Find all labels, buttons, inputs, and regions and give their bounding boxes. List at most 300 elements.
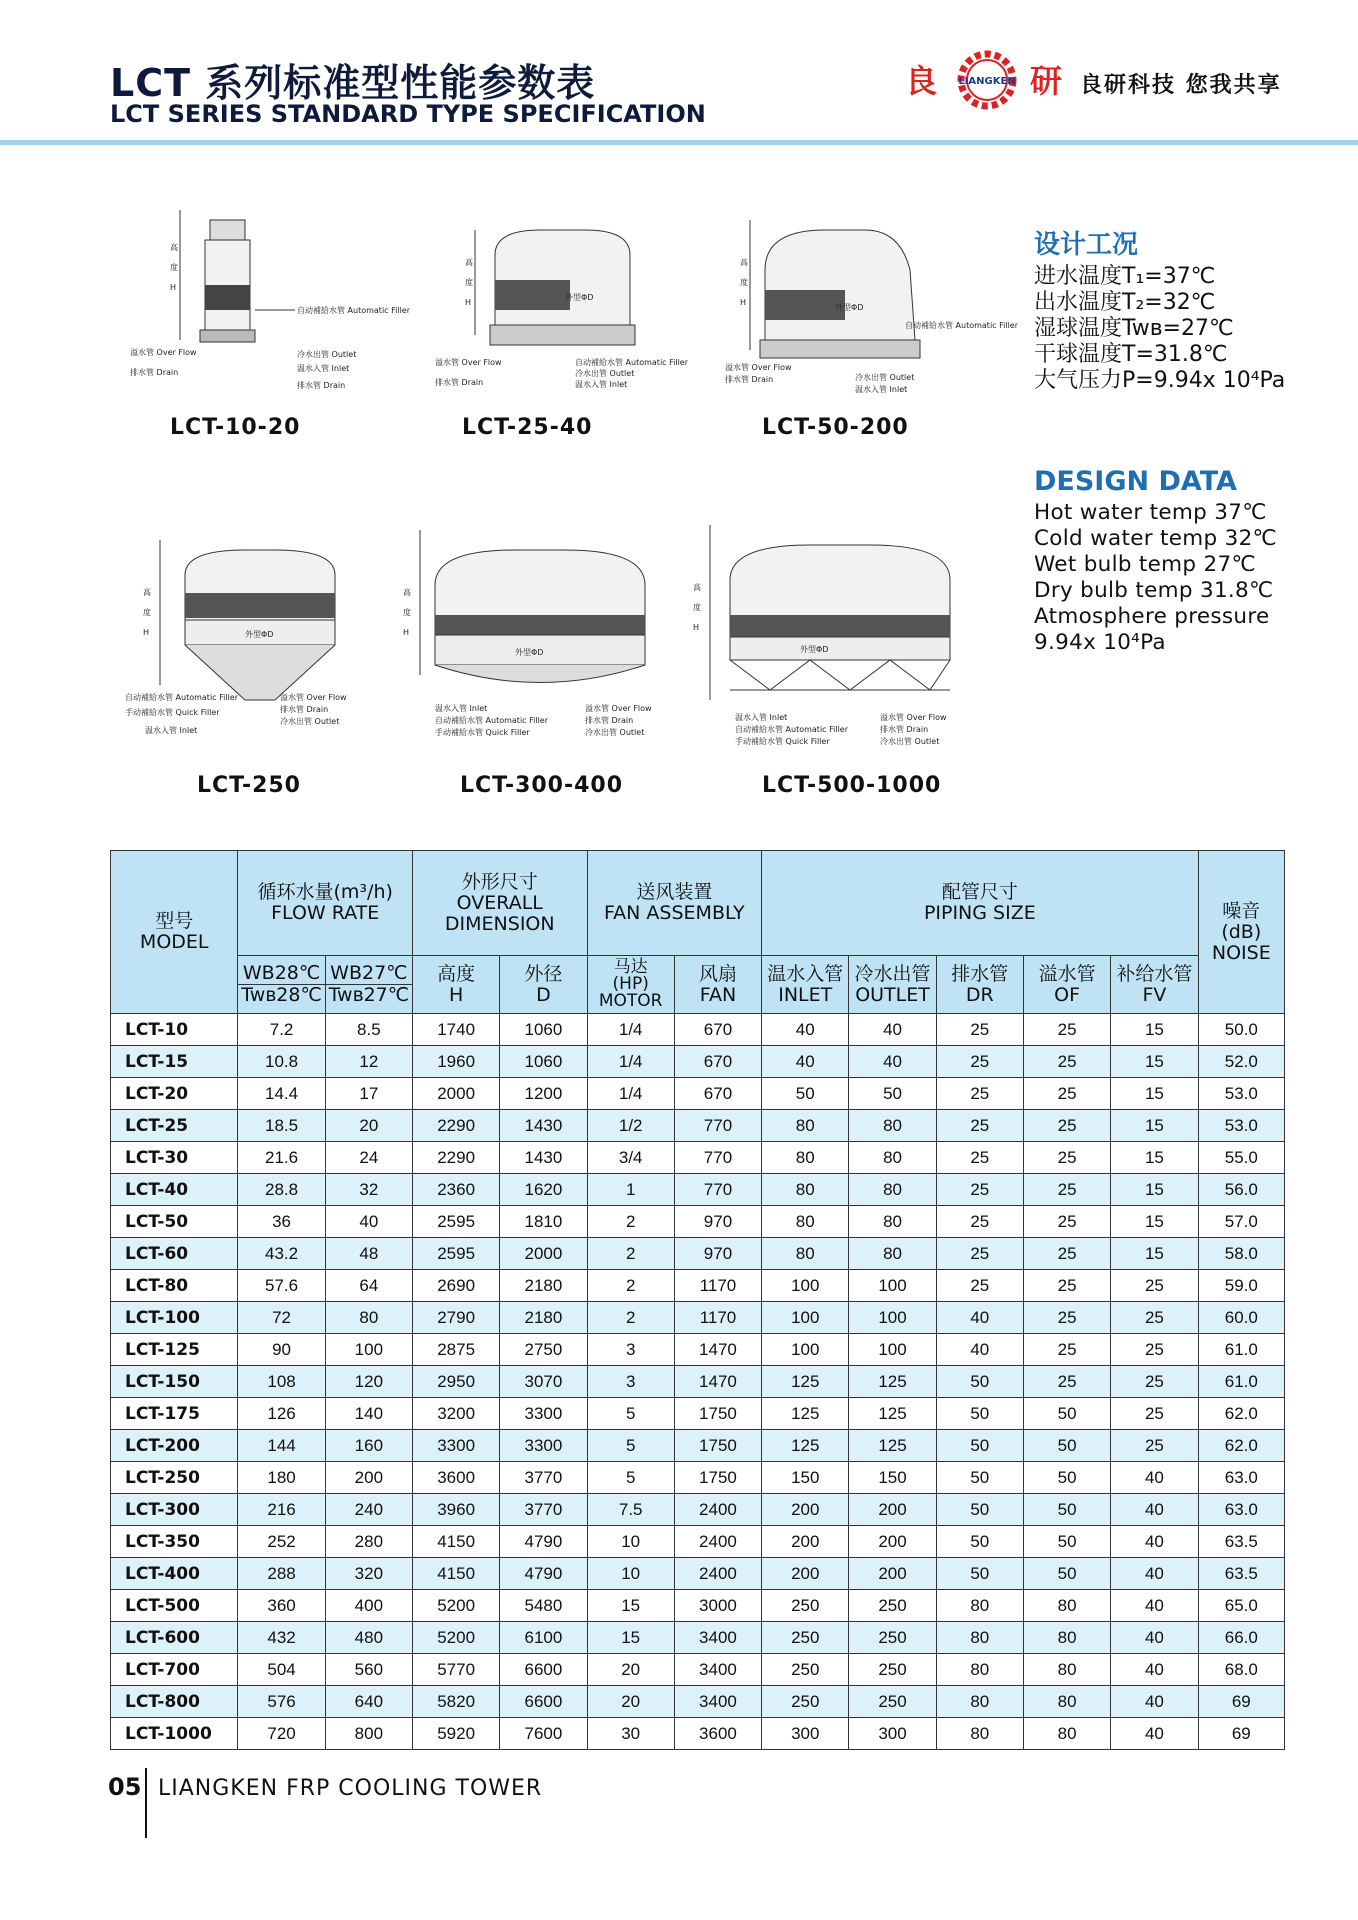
svg-text:温水入管 Inlet: 温水入管 Inlet [297,364,350,373]
table-cell: 1750 [674,1462,761,1494]
svg-text:手动補給水管 Quick Filler: 手动補給水管 Quick Filler [735,737,830,746]
table-cell: 3400 [674,1654,761,1686]
table-cell: 100 [325,1334,412,1366]
figure-lct-300-400 [395,525,685,745]
table-cell: 61.0 [1198,1334,1284,1366]
svg-text:自动補給水管 Automatic Filler: 自动補給水管 Automatic Filler [125,693,239,702]
table-cell: 50 [936,1494,1023,1526]
svg-text:度: 度 [693,603,701,612]
gear-icon [947,50,1027,110]
table-cell: 216 [238,1494,325,1526]
table-cell: 25 [936,1014,1023,1046]
table-cell: 72 [238,1302,325,1334]
table-cell: 15 [1111,1142,1198,1174]
table-row [111,1334,1285,1366]
table-cell: 10.8 [238,1046,325,1078]
table-cell: 12 [325,1046,412,1078]
table-cell: 61.0 [1198,1366,1284,1398]
col-wb27: WB27℃ Twʙ27℃ [325,956,412,1014]
table-cell: 6600 [500,1654,587,1686]
table-cell: 250 [849,1622,936,1654]
table-cell: 3400 [674,1622,761,1654]
table-cell: 80 [936,1686,1023,1718]
table-cell: 53.0 [1198,1110,1284,1142]
model-cell: LCT-400 [111,1558,238,1590]
table-cell: 3770 [500,1494,587,1526]
table-cell: 25 [1023,1174,1110,1206]
svg-text:度: 度 [740,278,748,287]
table-cell: 7.2 [238,1014,325,1046]
svg-text:排水管 Drain: 排水管 Drain [130,368,179,377]
design-line: Wet bulb temp 27℃ [1034,552,1256,577]
table-cell: 3 [587,1366,674,1398]
table-cell: 90 [238,1334,325,1366]
table-cell: 25 [1111,1366,1198,1398]
table-cell: 55.0 [1198,1142,1284,1174]
header-divider [0,140,1358,145]
figure-label: LCT-500-1000 [762,773,942,798]
table-cell: 80 [849,1174,936,1206]
table-cell: 640 [325,1686,412,1718]
table-cell: 5200 [412,1622,499,1654]
table-cell: 2790 [412,1302,499,1334]
table-cell: 3/4 [587,1142,674,1174]
table-row [111,1206,1285,1238]
model-cell: LCT-150 [111,1366,238,1398]
table-row [111,1526,1285,1558]
svg-text:高: 高 [143,588,151,597]
table-cell: 2 [587,1270,674,1302]
logo-char-left: 良 [905,62,938,100]
table-row [111,1014,1285,1046]
model-cell: LCT-200 [111,1430,238,1462]
table-cell: 100 [849,1270,936,1302]
svg-text:手动補給水管 Quick Filler: 手动補給水管 Quick Filler [435,728,530,737]
table-cell: 1/4 [587,1014,674,1046]
svg-text:冷水出管 Outlet: 冷水出管 Outlet [880,737,940,746]
model-cell: LCT-20 [111,1078,238,1110]
table-cell: 100 [762,1334,849,1366]
table-cell: 3070 [500,1366,587,1398]
table-cell: 40 [1111,1654,1198,1686]
table-cell: 50 [936,1398,1023,1430]
table-cell: 63.5 [1198,1526,1284,1558]
table-cell: 63.0 [1198,1462,1284,1494]
footer-divider [145,1768,147,1838]
table-cell: 7.5 [587,1494,674,1526]
svg-text:溢水管 Over Flow: 溢水管 Over Flow [880,713,947,722]
table-cell: 50 [1023,1398,1110,1430]
table-cell: 40 [936,1334,1023,1366]
table-cell: 40 [1111,1718,1198,1750]
col-inlet: 温水入管 INLET [762,956,849,1014]
svg-text:H: H [143,628,150,637]
table-cell: 670 [674,1078,761,1110]
table-cell: 25 [936,1270,1023,1302]
svg-text:冷水出管 Outlet: 冷水出管 Outlet [585,728,645,737]
table-cell: 48 [325,1238,412,1270]
col-diameter: 外径 D [500,956,587,1014]
svg-text:溢水管 Over Flow: 溢水管 Over Flow [725,363,792,372]
table-cell: 15 [1111,1078,1198,1110]
logo-brand: LIANGKEN [958,76,1016,87]
svg-text:外型ΦD: 外型ΦD [800,645,829,654]
table-cell: 65.0 [1198,1590,1284,1622]
svg-text:排水管 Drain: 排水管 Drain [880,725,929,734]
svg-text:H: H [465,298,472,307]
svg-text:溢水管 Over Flow: 溢水管 Over Flow [130,348,197,357]
table-cell: 150 [849,1462,936,1494]
table-cell: 800 [325,1718,412,1750]
svg-text:外型ΦD: 外型ΦD [565,293,594,302]
svg-text:自动補給水管 Automatic Filler: 自动補給水管 Automatic Filler [905,321,1019,330]
model-cell: LCT-30 [111,1142,238,1174]
table-cell: 1470 [674,1366,761,1398]
table-cell: 6100 [500,1622,587,1654]
brand-logo [905,50,1295,110]
table-cell: 250 [762,1654,849,1686]
table-cell: 252 [238,1526,325,1558]
table-cell: 2180 [500,1270,587,1302]
table-cell: 7600 [500,1718,587,1750]
table-cell: 560 [325,1654,412,1686]
table-cell: 50 [936,1558,1023,1590]
table-cell: 36 [238,1206,325,1238]
table-cell: 15 [1111,1046,1198,1078]
table-cell: 80 [849,1206,936,1238]
design-line: Dry bulb temp 31.8℃ [1034,578,1274,603]
table-cell: 1 [587,1174,674,1206]
table-cell: 25 [1023,1142,1110,1174]
col-fan: 风扇 FAN [674,956,761,1014]
table-cell: 288 [238,1558,325,1590]
table-cell: 1960 [412,1046,499,1078]
table-cell: 250 [762,1590,849,1622]
table-cell: 432 [238,1622,325,1654]
table-cell: 1620 [500,1174,587,1206]
table-cell: 2360 [412,1174,499,1206]
table-row [111,1238,1285,1270]
table-cell: 25 [936,1078,1023,1110]
svg-text:H: H [170,283,177,292]
table-cell: 80 [325,1302,412,1334]
svg-text:排水管 Drain: 排水管 Drain [280,705,329,714]
col-fan-assembly: 送风装置 FAN ASSEMBLY [587,851,762,956]
svg-text:温水入管 Inlet: 温水入管 Inlet [855,385,908,394]
table-cell: 25 [1023,1334,1110,1366]
table-row [111,1366,1285,1398]
table-cell: 200 [849,1526,936,1558]
table-cell: 80 [762,1142,849,1174]
table-row [111,1590,1285,1622]
table-cell: 80 [1023,1686,1110,1718]
table-cell: 3600 [674,1718,761,1750]
table-cell: 240 [325,1494,412,1526]
col-outlet: 冷水出管 OUTLET [849,956,936,1014]
table-cell: 2 [587,1302,674,1334]
table-cell: 2400 [674,1558,761,1590]
table-cell: 3300 [500,1398,587,1430]
table-cell: 2875 [412,1334,499,1366]
table-cell: 80 [936,1590,1023,1622]
svg-text:排水管 Drain: 排水管 Drain [585,716,634,725]
table-cell: 25 [936,1110,1023,1142]
table-cell: 50 [762,1078,849,1110]
svg-text:外型ΦD: 外型ΦD [515,648,544,657]
design-line: 干球温度T=31.8℃ [1034,342,1228,367]
table-cell: 200 [325,1462,412,1494]
table-cell: 1750 [674,1430,761,1462]
table-cell: 69 [1198,1686,1284,1718]
table-cell: 25 [1111,1334,1198,1366]
model-cell: LCT-350 [111,1526,238,1558]
table-cell: 5 [587,1462,674,1494]
table-cell: 40 [1111,1686,1198,1718]
model-cell: LCT-15 [111,1046,238,1078]
table-cell: 6600 [500,1686,587,1718]
table-cell: 1170 [674,1270,761,1302]
svg-text:排水管 Drain: 排水管 Drain [297,381,346,390]
table-cell: 1170 [674,1302,761,1334]
table-cell: 100 [762,1302,849,1334]
table-cell: 5 [587,1398,674,1430]
table-cell: 100 [849,1302,936,1334]
table-cell: 5 [587,1430,674,1462]
page-number: 05 [108,1773,142,1801]
table-cell: 3300 [412,1430,499,1462]
svg-text:度: 度 [170,263,178,272]
table-cell: 970 [674,1206,761,1238]
table-cell: 125 [849,1366,936,1398]
model-cell: LCT-1000 [111,1718,238,1750]
table-cell: 50 [936,1430,1023,1462]
table-cell: 670 [674,1014,761,1046]
table-cell: 40 [849,1014,936,1046]
table-cell: 504 [238,1654,325,1686]
table-cell: 50 [1023,1558,1110,1590]
table-cell: 17 [325,1078,412,1110]
table-cell: 1200 [500,1078,587,1110]
col-model: 型号 MODEL [111,851,238,1014]
svg-text:度: 度 [143,608,151,617]
table-cell: 250 [762,1622,849,1654]
table-cell: 80 [936,1718,1023,1750]
model-cell: LCT-800 [111,1686,238,1718]
table-cell: 770 [674,1174,761,1206]
table-cell: 1430 [500,1142,587,1174]
table-cell: 3 [587,1334,674,1366]
table-cell: 52.0 [1198,1046,1284,1078]
table-cell: 4790 [500,1526,587,1558]
table-cell: 2 [587,1206,674,1238]
table-cell: 200 [849,1494,936,1526]
table-row [111,1302,1285,1334]
table-cell: 25 [936,1238,1023,1270]
figure-label: LCT-50-200 [762,415,909,440]
table-cell: 5920 [412,1718,499,1750]
table-cell: 80 [849,1238,936,1270]
logo-char-right: 研 [1030,62,1063,100]
table-cell: 25 [1023,1366,1110,1398]
table-cell: 69 [1198,1718,1284,1750]
table-cell: 25 [1023,1270,1110,1302]
table-cell: 25 [1023,1046,1110,1078]
table-cell: 50 [936,1462,1023,1494]
table-cell: 10 [587,1526,674,1558]
table-cell: 2400 [674,1494,761,1526]
model-cell: LCT-600 [111,1622,238,1654]
svg-text:溢水管 Over Flow: 溢水管 Over Flow [280,693,347,702]
table-cell: 25 [1111,1430,1198,1462]
table-cell: 15 [1111,1174,1198,1206]
svg-text:H: H [740,298,747,307]
svg-text:手动補給水管 Quick Filler: 手动補給水管 Quick Filler [125,708,220,717]
table-cell: 40 [936,1302,1023,1334]
svg-text:自动補給水管 Automatic Filler: 自动補給水管 Automatic Filler [735,725,849,734]
table-cell: 160 [325,1430,412,1462]
table-cell: 100 [849,1334,936,1366]
svg-text:温水入管 Inlet: 温水入管 Inlet [435,704,488,713]
table-cell: 1740 [412,1014,499,1046]
table-cell: 25 [936,1142,1023,1174]
figure-lct-250 [125,535,375,745]
design-line: 出水温度T₂=32℃ [1034,290,1216,315]
svg-text:冷水出管 Outlet: 冷水出管 Outlet [280,717,340,726]
footer-text: LIANGKEN FRP COOLING TOWER [158,1776,543,1801]
table-cell: 15 [1111,1206,1198,1238]
figure-lct-50-200 [725,210,1019,400]
table-cell: 25 [1023,1238,1110,1270]
table-cell: 25 [1023,1110,1110,1142]
table-cell: 80 [849,1110,936,1142]
table-cell: 21.6 [238,1142,325,1174]
svg-text:H: H [403,628,410,637]
svg-text:溢水管 Over Flow: 溢水管 Over Flow [435,358,502,367]
design-data-cn [1034,264,1285,394]
table-cell: 24 [325,1142,412,1174]
table-cell: 62.0 [1198,1398,1284,1430]
table-row [111,1110,1285,1142]
table-row [111,1494,1285,1526]
svg-text:度: 度 [403,608,411,617]
svg-text:度: 度 [465,278,473,287]
table-cell: 125 [762,1398,849,1430]
table-cell: 200 [762,1526,849,1558]
svg-text:H: H [693,623,700,632]
table-row [111,1558,1285,1590]
model-cell: LCT-100 [111,1302,238,1334]
table-cell: 100 [762,1270,849,1302]
svg-text:外型ΦD: 外型ΦD [835,303,864,312]
table-cell: 25 [1023,1078,1110,1110]
table-cell: 5770 [412,1654,499,1686]
svg-text:冷水出管 Outlet: 冷水出管 Outlet [575,369,635,378]
table-cell: 40 [1111,1622,1198,1654]
svg-text:排水管 Drain: 排水管 Drain [435,378,484,387]
table-cell: 360 [238,1590,325,1622]
table-cell: 80 [762,1110,849,1142]
table-cell: 40 [325,1206,412,1238]
table-cell: 40 [1111,1494,1198,1526]
model-cell: LCT-40 [111,1174,238,1206]
table-cell: 64 [325,1270,412,1302]
table-cell: 1750 [674,1398,761,1430]
table-cell: 80 [762,1238,849,1270]
table-cell: 3600 [412,1462,499,1494]
table-cell: 50 [849,1078,936,1110]
table-cell: 3200 [412,1398,499,1430]
table-cell: 4150 [412,1526,499,1558]
table-cell: 25 [936,1206,1023,1238]
table-cell: 400 [325,1590,412,1622]
svg-text:温水入管 Inlet: 温水入管 Inlet [735,713,788,722]
figure-lct-10-20 [125,200,411,400]
table-cell: 25 [1023,1014,1110,1046]
table-cell: 1060 [500,1046,587,1078]
table-cell: 80 [936,1654,1023,1686]
table-cell: 20 [587,1654,674,1686]
table-cell: 80 [936,1622,1023,1654]
table-cell: 50 [936,1366,1023,1398]
design-line: Cold water temp 32℃ [1034,526,1277,551]
figure-lct-500-1000 [690,520,990,750]
table-cell: 50 [1023,1462,1110,1494]
table-cell: 2750 [500,1334,587,1366]
table-cell: 280 [325,1526,412,1558]
table-cell: 3960 [412,1494,499,1526]
table-cell: 80 [762,1206,849,1238]
table-cell: 15 [1111,1110,1198,1142]
table-cell: 1430 [500,1110,587,1142]
table-cell: 1/2 [587,1110,674,1142]
table-cell: 1470 [674,1334,761,1366]
table-cell: 3400 [674,1686,761,1718]
table-cell: 2290 [412,1142,499,1174]
table-cell: 25 [1023,1302,1110,1334]
svg-text:冷水出管 Outlet: 冷水出管 Outlet [855,373,915,382]
table-cell: 25 [1111,1270,1198,1302]
table-cell: 125 [762,1430,849,1462]
table-row [111,1142,1285,1174]
table-cell: 30 [587,1718,674,1750]
table-row [111,1398,1285,1430]
table-cell: 40 [762,1046,849,1078]
table-cell: 80 [1023,1590,1110,1622]
table-cell: 150 [762,1462,849,1494]
figure-label: LCT-250 [197,773,301,798]
table-cell: 50 [1023,1526,1110,1558]
table-cell: 2000 [500,1238,587,1270]
table-cell: 59.0 [1198,1270,1284,1302]
design-data-title-en: DESIGN DATA [1034,466,1237,497]
figure-label: LCT-300-400 [460,773,624,798]
table-cell: 50 [1023,1430,1110,1462]
table-cell: 15 [1111,1238,1198,1270]
model-cell: LCT-125 [111,1334,238,1366]
col-drain: 排水管 DR [936,956,1023,1014]
table-cell: 4150 [412,1558,499,1590]
table-cell: 250 [849,1686,936,1718]
table-cell: 2950 [412,1366,499,1398]
table-cell: 670 [674,1046,761,1078]
table-cell: 1/4 [587,1078,674,1110]
table-cell: 56.0 [1198,1174,1284,1206]
table-cell: 480 [325,1622,412,1654]
design-line: Hot water temp 37℃ [1034,500,1267,525]
table-row [111,1046,1285,1078]
svg-text:高: 高 [465,258,473,267]
table-cell: 720 [238,1718,325,1750]
